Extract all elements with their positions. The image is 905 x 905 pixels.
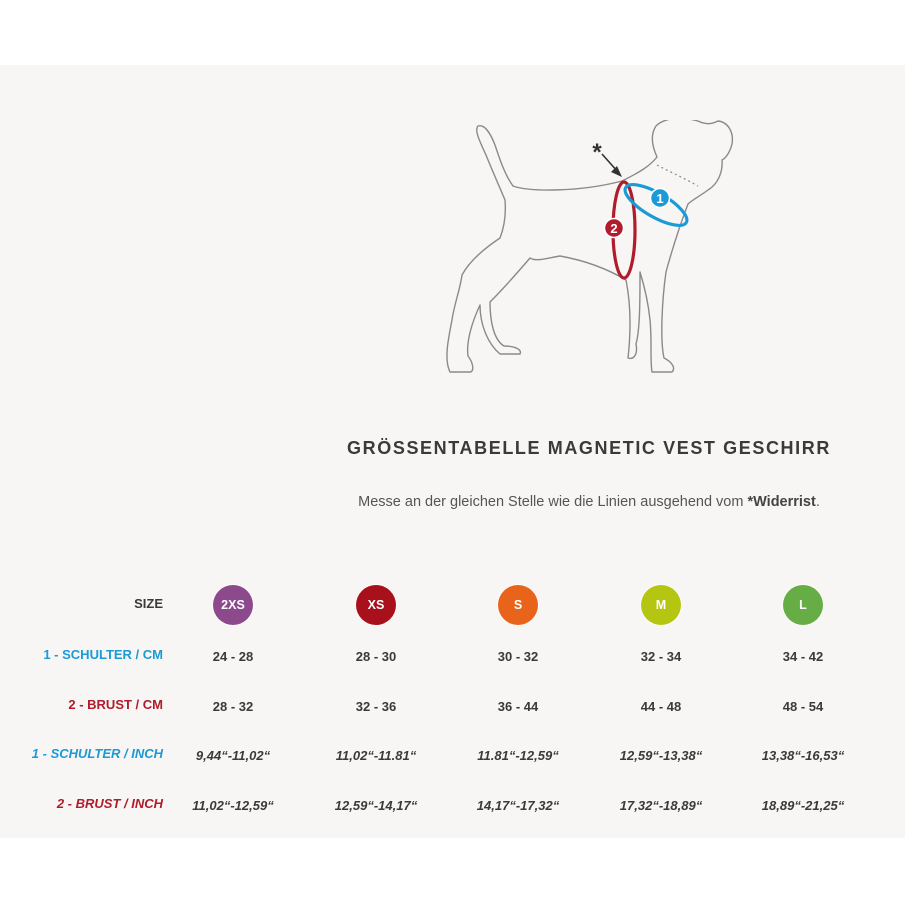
page-title: GRÖSSENTABELLE MAGNETIC VEST GESCHIRR bbox=[347, 438, 831, 458]
instruction-text: Messe an der gleichen Stelle wie die Linien ausgehend vom bbox=[358, 494, 748, 510]
table-cell: 14,17“-17,32“ bbox=[476, 798, 560, 813]
size-badge-2xs: 2XS bbox=[213, 585, 253, 625]
dog-outline bbox=[447, 120, 732, 372]
size-badge-s: S bbox=[498, 585, 538, 625]
collar-dotted-line bbox=[657, 165, 698, 186]
measurement-instruction bbox=[0, 494, 905, 510]
instruction-end: . bbox=[815, 494, 820, 510]
size-badge-l: L bbox=[783, 585, 823, 625]
marker-1-label: 1 bbox=[656, 191, 664, 206]
table-cell: 11,02“-12,59“ bbox=[192, 798, 274, 813]
table-cell: 44 - 48 bbox=[640, 699, 682, 714]
table-cell: 34 - 42 bbox=[782, 649, 824, 664]
row-label: 2 - BRUST / CM bbox=[68, 697, 163, 712]
withers-arrowhead-icon bbox=[611, 166, 622, 177]
size-chart-panel bbox=[0, 65, 905, 838]
table-cell: 24 - 28 bbox=[212, 649, 254, 664]
row-label: 1 - SCHULTER / INCH bbox=[31, 746, 163, 761]
table-cell: 11,02“-11.81“ bbox=[335, 748, 417, 763]
table-cell: 32 - 36 bbox=[355, 699, 397, 714]
table-cell: 9,44“-11,02“ bbox=[195, 748, 271, 763]
table-cell: 12,59“-13,38“ bbox=[619, 748, 703, 763]
table-cell: 12,59“-14,17“ bbox=[334, 798, 418, 813]
table-cell: 32 - 34 bbox=[640, 649, 682, 664]
instruction-bold-withers: *Widerrist bbox=[747, 494, 816, 510]
table-cell: 36 - 44 bbox=[497, 699, 539, 714]
withers-asterisk: * bbox=[592, 139, 602, 166]
size-badge-xs: XS bbox=[356, 585, 396, 625]
table-cell: 28 - 30 bbox=[355, 649, 397, 664]
marker-2-label: 2 bbox=[610, 221, 618, 236]
row-label: 1 - SCHULTER / CM bbox=[43, 647, 163, 662]
table-cell: 11.81“-12,59“ bbox=[477, 748, 559, 763]
table-cell: 17,32“-18,89“ bbox=[619, 798, 703, 813]
table-cell: 18,89“-21,25“ bbox=[761, 798, 845, 813]
table-cell: 48 - 54 bbox=[782, 699, 824, 714]
table-cell: 13,38“-16,53“ bbox=[761, 748, 845, 763]
size-header-label: SIZE bbox=[134, 596, 163, 611]
row-label: 2 - BRUST / INCH bbox=[56, 796, 163, 811]
table-cell: 28 - 32 bbox=[212, 699, 254, 714]
table-cell: 30 - 32 bbox=[497, 649, 539, 664]
dog-measurement-diagram bbox=[440, 120, 750, 380]
size-badge-m: M bbox=[641, 585, 681, 625]
